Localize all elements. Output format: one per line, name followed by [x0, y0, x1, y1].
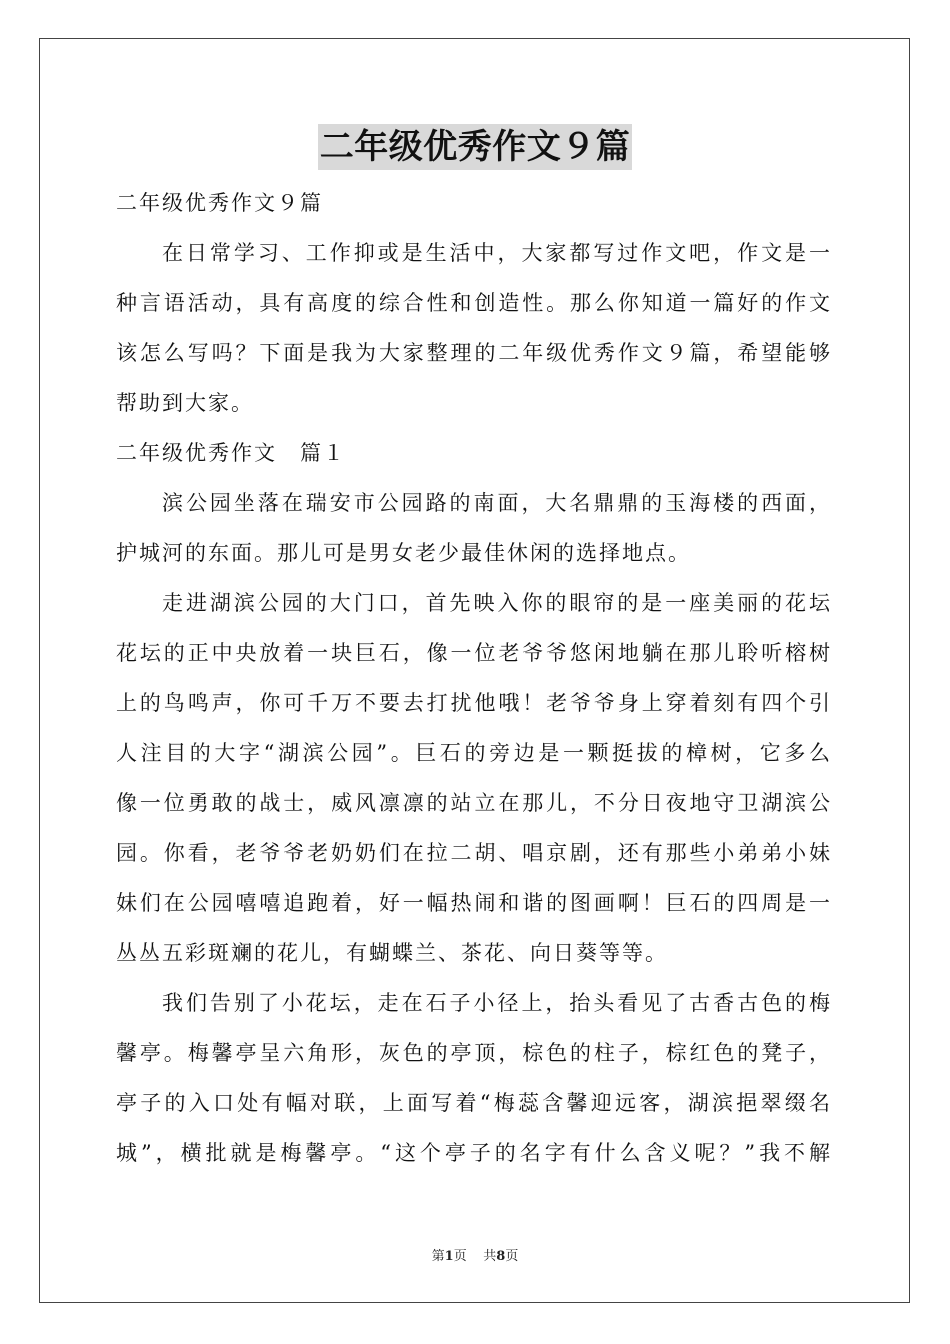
paragraph-line: 馨亭。梅馨亭呈六角形，灰色的亭顶，棕色的柱子，棕红色的凳子， [116, 1041, 832, 1065]
document-body [116, 178, 832, 1178]
total-prefix: 共 [483, 1249, 497, 1264]
paragraph-line: 像一位勇敢的战士，威风凛凛的站立在那儿，不分日夜地守卫湖滨公 [116, 791, 832, 815]
page-prefix: 第 [431, 1249, 445, 1264]
paragraph-line: 护城河的东面。那儿可是男女老少最佳休闲的选择地点。 [116, 541, 691, 565]
section-heading: 二年级优秀作文 篇１ [116, 441, 346, 465]
paragraph-line: 人注目的大字“湖滨公园”。巨石的旁边是一颗挺拔的樟树，它多么 [116, 741, 832, 765]
paragraph-line: 亭子的入口处有幅对联，上面写着“梅蕊含馨迎远客，湖滨挹翠缀名 [116, 1091, 832, 1115]
document-subtitle: 二年级优秀作文９篇 [116, 191, 323, 215]
page-footer [0, 1245, 950, 1264]
intro-line: 该怎么写吗？下面是我为大家整理的二年级优秀作文９篇，希望能够 [116, 341, 832, 365]
paragraph-line: 走进湖滨公园的大门口，首先映入你的眼帘的是一座美丽的花坛 [162, 591, 832, 615]
total-suffix: 页 [505, 1249, 519, 1264]
paragraph-line: 我们告别了小花坛，走在石子小径上，抬头看见了古香古色的梅 [162, 991, 832, 1015]
paragraph-line: 城”，横批就是梅馨亭。“这个亭子的名字有什么含义呢？”我不解 [116, 1141, 832, 1165]
page-total: 8 [496, 1249, 506, 1264]
title-wrap [0, 124, 950, 170]
intro-line: 帮助到大家。 [116, 391, 254, 415]
paragraph-line: 园。你看，老爷爷老奶奶们在拉二胡、唱京剧，还有那些小弟弟小妹 [116, 841, 832, 865]
document-title: 二年级优秀作文９篇 [318, 124, 633, 170]
page-suffix: 页 [453, 1249, 467, 1264]
paragraph-line: 花坛的正中央放着一块巨石，像一位老爷爷悠闲地躺在那儿聆听榕树 [116, 641, 832, 665]
intro-line: 种言语活动，具有高度的综合性和创造性。那么你知道一篇好的作文 [116, 291, 832, 315]
paragraph-line: 滨公园坐落在瑞安市公园路的南面，大名鼎鼎的玉海楼的西面， [162, 491, 832, 515]
paragraph-line: 丛丛五彩斑斓的花儿，有蝴蝶兰、茶花、向日葵等等。 [116, 941, 668, 965]
paragraph-line: 上的鸟鸣声，你可千万不要去打扰他哦！老爷爷身上穿着刻有四个引 [116, 691, 832, 715]
intro-line: 在日常学习、工作抑或是生活中，大家都写过作文吧，作文是一 [162, 241, 832, 265]
paragraph-line: 妹们在公园嘻嘻追跑着，好一幅热闹和谐的图画啊！巨石的四周是一 [116, 891, 832, 915]
page-current: 1 [444, 1249, 454, 1264]
